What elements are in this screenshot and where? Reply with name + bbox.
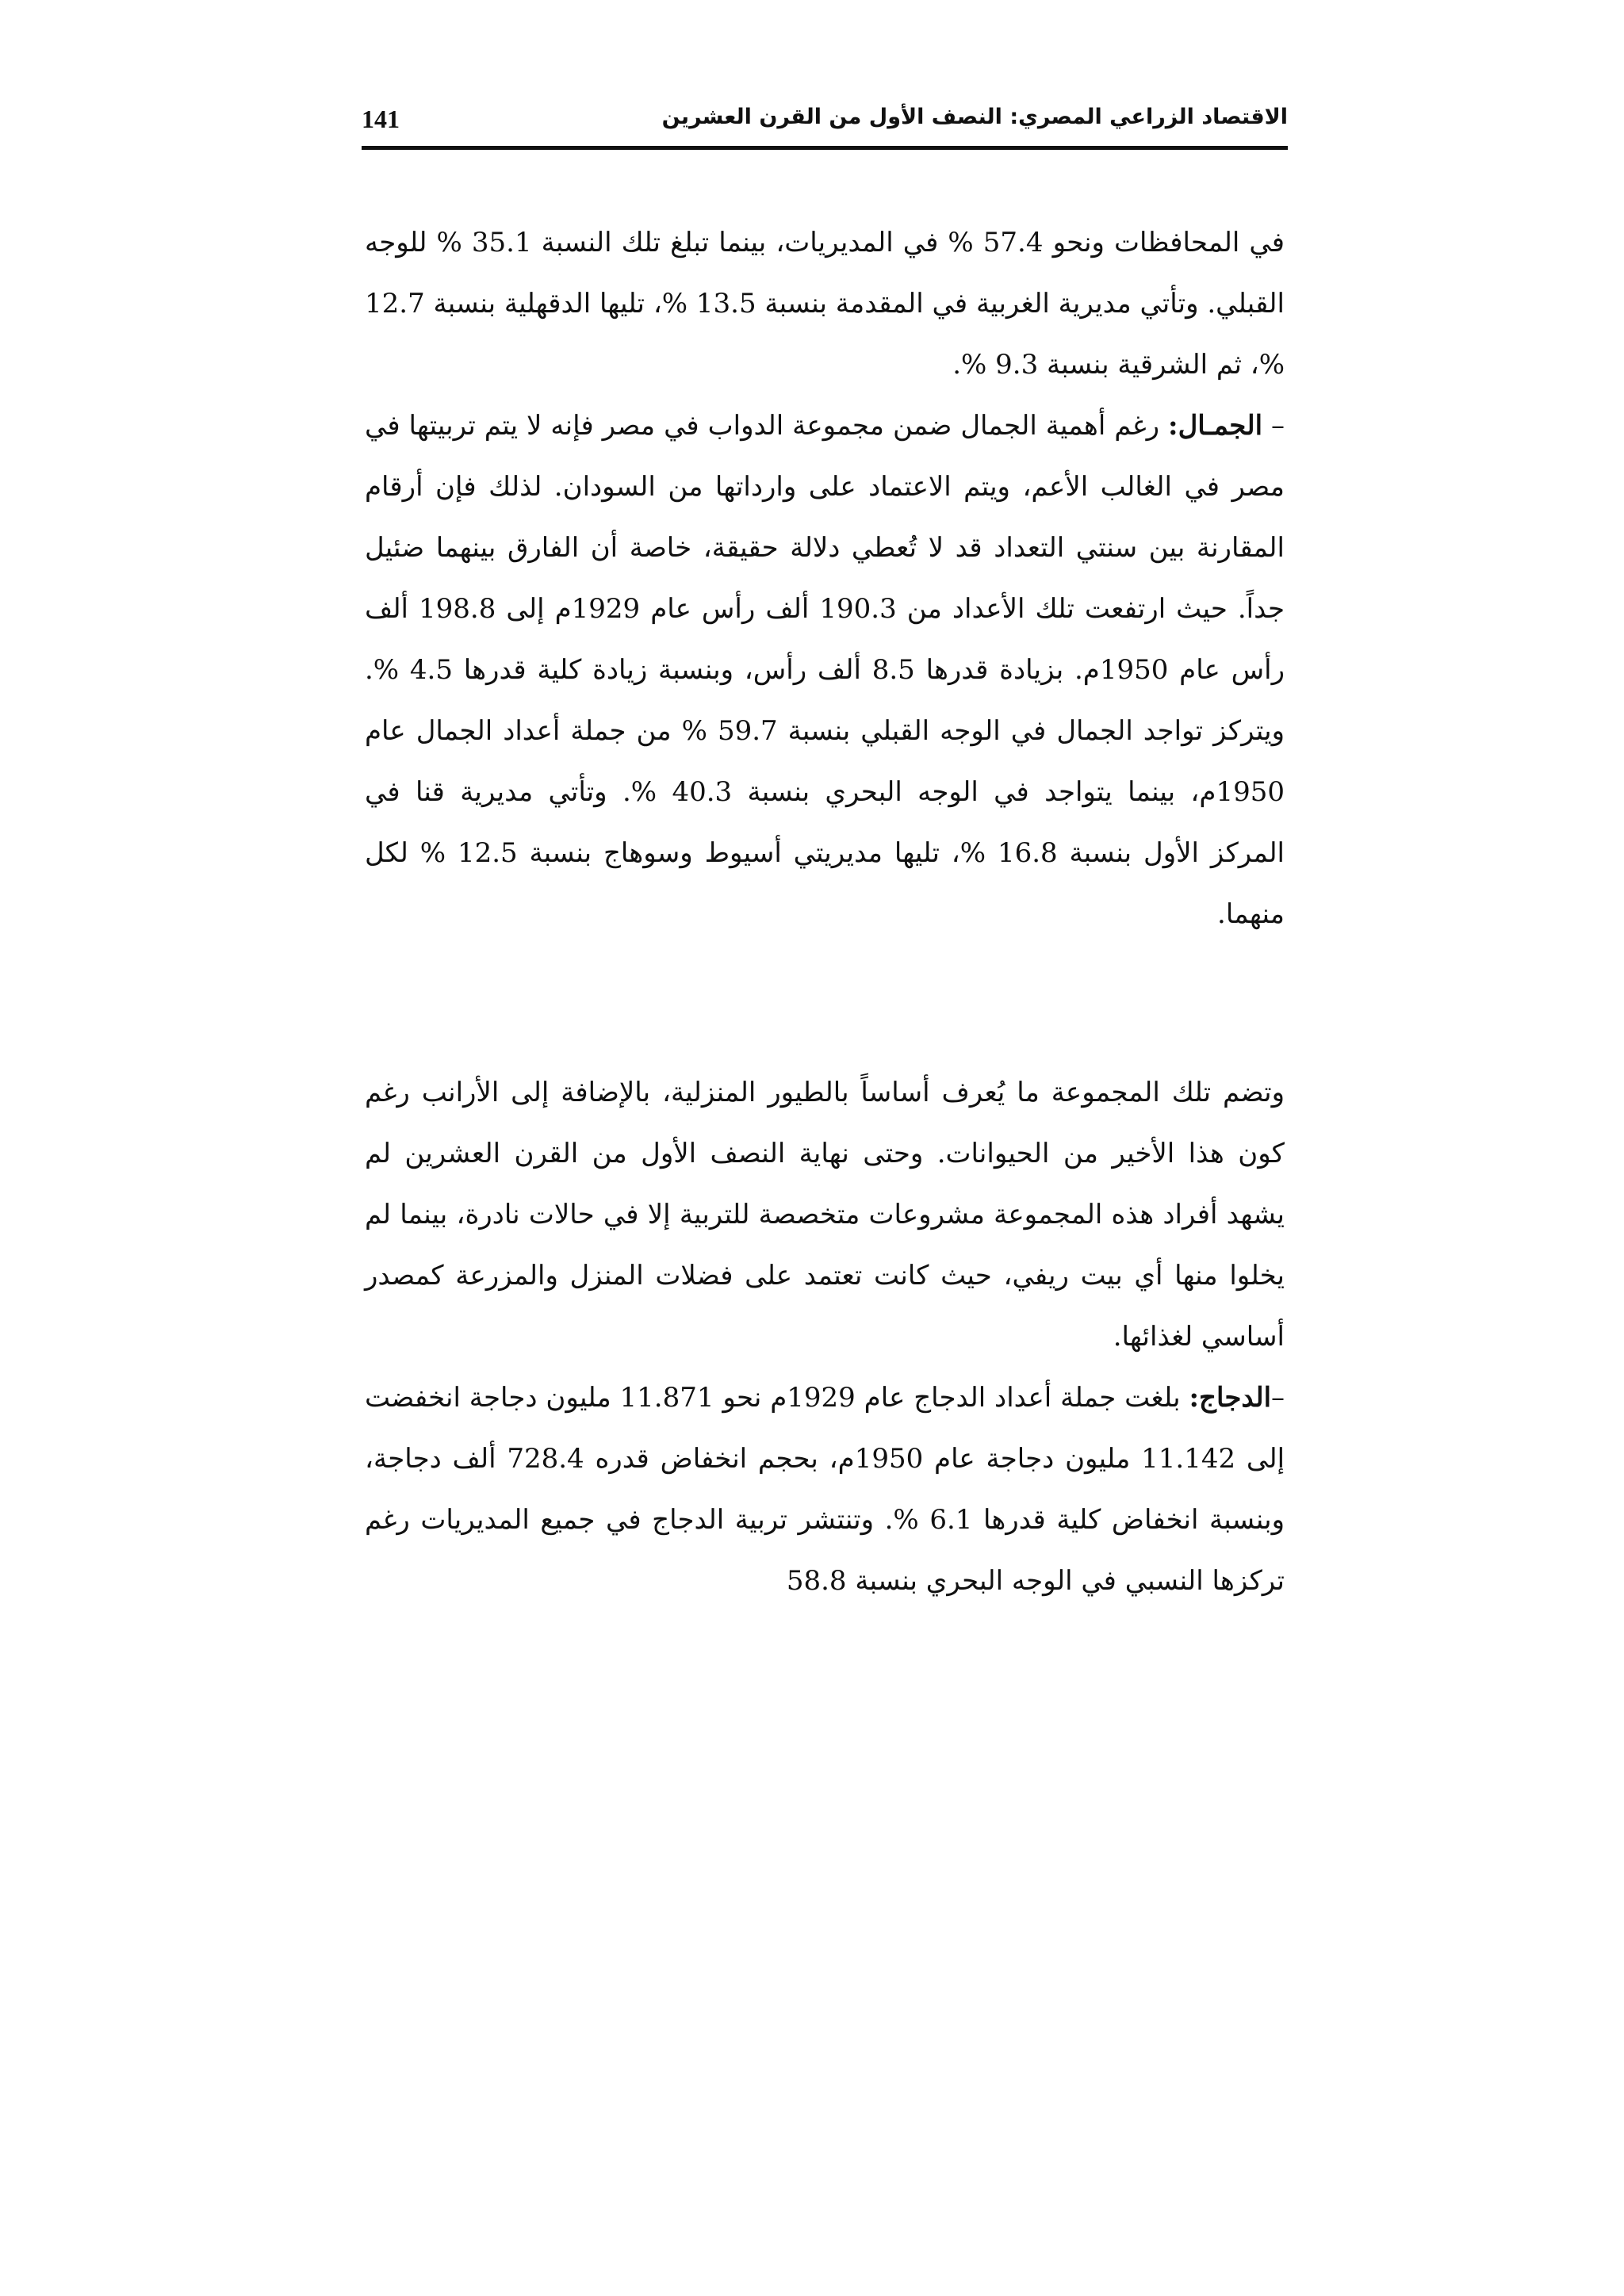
paragraph-chickens-text: بلغت جملة أعداد الدجاج عام 1929م نحو 11.871 مليون دجاجة انخفضت إلى 11.142 مليون دجاجة عام 1950م، بحجم انخفاض قدره 728.4 ألف دجاجة، وبنسبة انخفاض كلية قدرها 6.1 %. وتنتشر تربية الدجاج في جميع المديريات رغم تركزها النسبي في الوجه البحري بنسبة 58.8 xyxy=(365,1382,1285,1597)
paragraph-chickens xyxy=(365,1368,1285,1612)
paragraph-camels-text: رغم أهمية الجمال ضمن مجموعة الدواب في مصر فإنه لا يتم تربيتها في مصر في الغالب الأعم، ويتم الاعتماد على وارداتها من السودان. لذلك فإن أرقام المقارنة بين سنتي التعداد قد لا تُعطي دلالة حقيقة، خاصة أن الفارق بينهما ضئيل جداً. حيث ارتفعت تلك الأعداد من 190.3 ألف رأس عام 1929م إلى 198.8 ألف رأس عام 1950م. بزيادة قدرها 8.5 ألف رأس، وبنسبة زيادة كلية قدرها 4.5 %. ويتركز تواجد الجمال في الوجه القبلي بنسبة 59.7 % من جملة أعداد الجمال عام 1950م، بينما يتواجد في الوجه البحري بنسبة 40.3 %. وتأتي مديرية قنا في المركز الأول بنسبة 16.8 %، تليها مديريتي أسيوط وسوهاج بنسبة 12.5 % لكل منهما. xyxy=(365,410,1285,930)
paragraph-dash: – xyxy=(1271,1382,1285,1414)
page-number: 141 xyxy=(362,105,400,133)
lead-term-chickens: الدجاج: xyxy=(1189,1382,1272,1414)
running-header xyxy=(362,97,1288,144)
paragraph-percentages: في المحافظات ونحو 57.4 % في المديريات، بينما تبلغ تلك النسبة 35.1 % للوجه القبلي. وتأتي مديرية الغربية في المقدمة بنسبة 13.5 %، تليها الدقهلية بنسبة 12.7 %، ثم الشرقية بنسبة 9.3 %. xyxy=(365,227,1285,381)
header-rule xyxy=(362,146,1288,150)
paragraph-dash: – xyxy=(1262,410,1285,442)
paragraph-poultry-intro: وتضم تلك المجموعة ما يُعرف أساساً بالطيور المنزلية، بالإضافة إلى الأرانب رغم كون هذا الأخير من الحيوانات. وحتى نهاية النصف الأول من القرن العشرين لم يشهد أفراد هذه المجموعة مشروعات متخصصة للتربية إلا في حالات نادرة، بينما لم يخلوا منها أي بيت ريفي، حيث كانت تعتمد على فضلات المنزل والمزرعة كمصدر أساسي لغذائها. xyxy=(365,1077,1285,1353)
text-block-poultry xyxy=(365,1062,1285,1612)
header-title: الاقتصاد الزراعي المصري: النصف الأول من القرن العشرين xyxy=(661,105,1288,129)
text-block-camels xyxy=(365,212,1285,945)
paragraph-camels xyxy=(365,396,1285,945)
lead-term-camels: الجمـال: xyxy=(1168,410,1263,442)
